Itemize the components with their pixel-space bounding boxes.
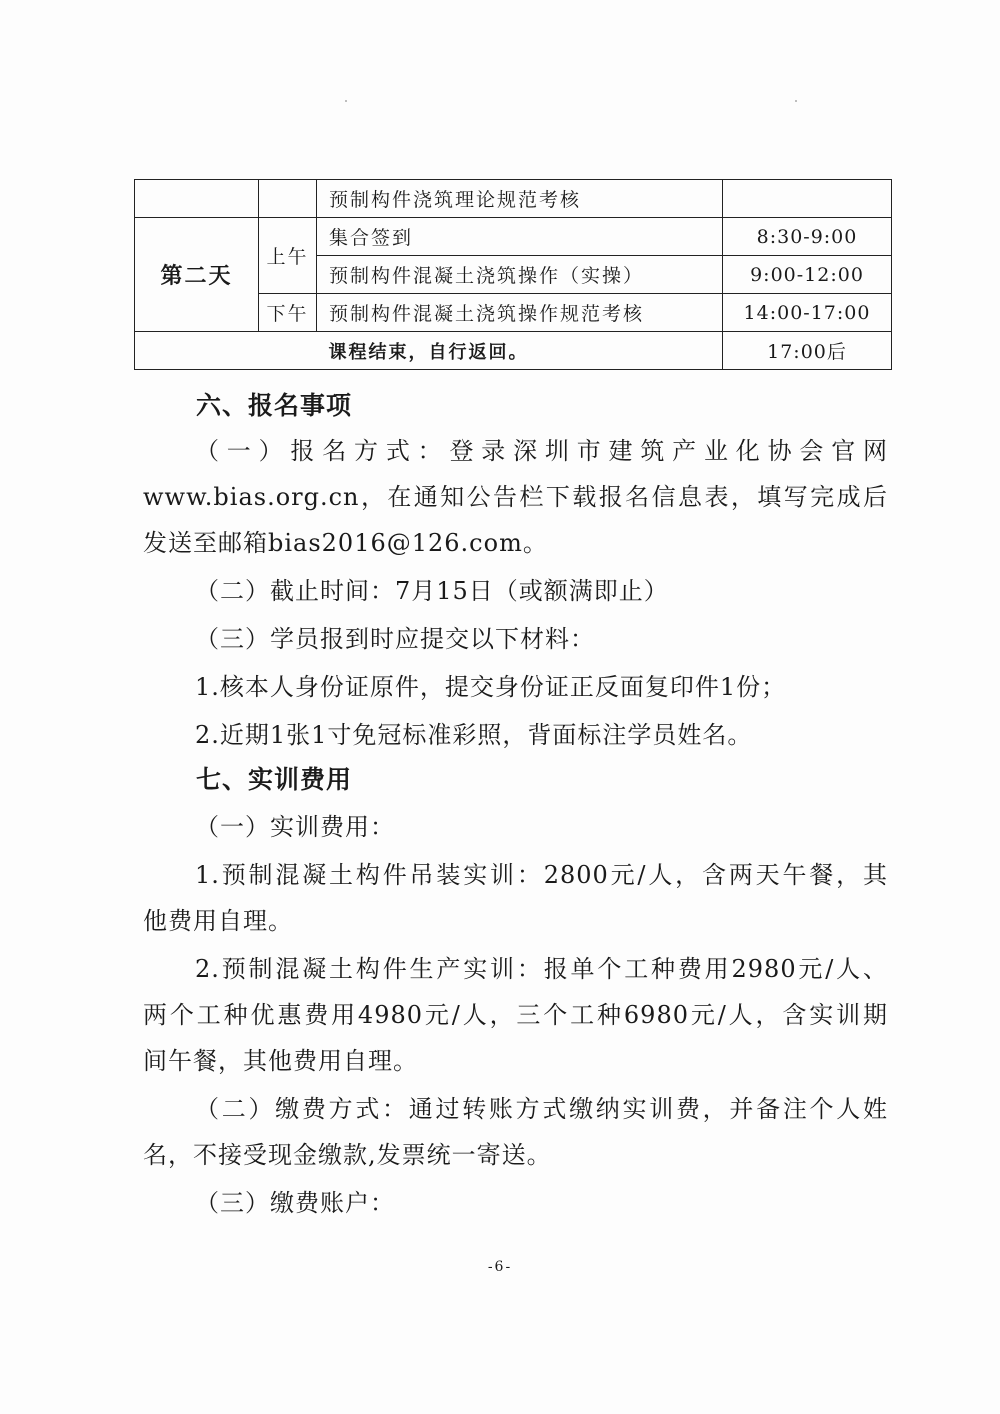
paragraph: 2.预制混凝土构件生产实训：报单个工种费用2980元/人、 (195, 955, 888, 983)
schedule-table (134, 179, 892, 370)
scan-speck (795, 100, 797, 102)
table-cell-time: 17:00后 (723, 332, 892, 370)
paragraph: 1.预制混凝土构件吊装实训：2800元/人，含两天午餐，其 (195, 861, 888, 889)
paragraph: （三）缴费账户： (195, 1189, 395, 1217)
table-cell-time: 14:00-17:00 (723, 294, 892, 332)
paragraph: 1.核本人身份证原件，提交身份证正反面复印件1份； (195, 673, 787, 701)
table-cell-content: 预制构件混凝土浇筑操作（实操） (317, 256, 723, 294)
paragraph: 名，不接受现金缴款,发票统一寄送。 (143, 1141, 552, 1169)
table-row (135, 218, 892, 256)
course-end-cell: 课程结束，自行返回。 (135, 332, 723, 370)
paragraph: （一）实训费用： (195, 813, 395, 841)
paragraph: 发送至邮箱bias2016@126.com。 (143, 529, 548, 557)
day-cell-empty (135, 180, 259, 218)
table-row (135, 332, 892, 370)
period-label-afternoon: 下午 (259, 294, 317, 332)
table-cell-time: 9:00-12:00 (723, 256, 892, 294)
paragraph: 两个工种优惠费用4980元/人，三个工种6980元/人，含实训期 (143, 1001, 888, 1029)
table-cell-time: 8:30-9:00 (723, 218, 892, 256)
table-row (135, 180, 892, 218)
day-label: 第二天 (135, 218, 259, 332)
table-cell-content: 集合签到 (317, 218, 723, 256)
page-number: -6- (487, 1259, 513, 1275)
table-cell-content: 预制构件混凝土浇筑操作规范考核 (317, 294, 723, 332)
table-cell-time (723, 180, 892, 218)
paragraph: （二）截止时间：7月15日（或额满即止） (195, 577, 669, 605)
paragraph: www.bias.org.cn，在通知公告栏下载报名信息表，填写完成后 (143, 483, 888, 511)
section-heading-fees: 七、实训费用 (196, 765, 353, 794)
scan-speck (345, 100, 347, 102)
paragraph: （二）缴费方式：通过转账方式缴纳实训费，并备注个人姓 (195, 1095, 888, 1123)
paragraph: （一）报名方式：登录深圳市建筑产业化协会官网 (195, 437, 888, 465)
paragraph: 间午餐，其他费用自理。 (143, 1047, 418, 1075)
paragraph: （三）学员报到时应提交以下材料： (195, 625, 595, 653)
paragraph: 2.近期1张1寸免冠标准彩照，背面标注学员姓名。 (195, 721, 753, 749)
period-label-morning: 上午 (259, 218, 317, 294)
period-cell-empty (259, 180, 317, 218)
section-heading-registration: 六、报名事项 (196, 391, 353, 420)
table-cell-content: 预制构件浇筑理论规范考核 (317, 180, 723, 218)
paragraph: 他费用自理。 (143, 907, 293, 935)
